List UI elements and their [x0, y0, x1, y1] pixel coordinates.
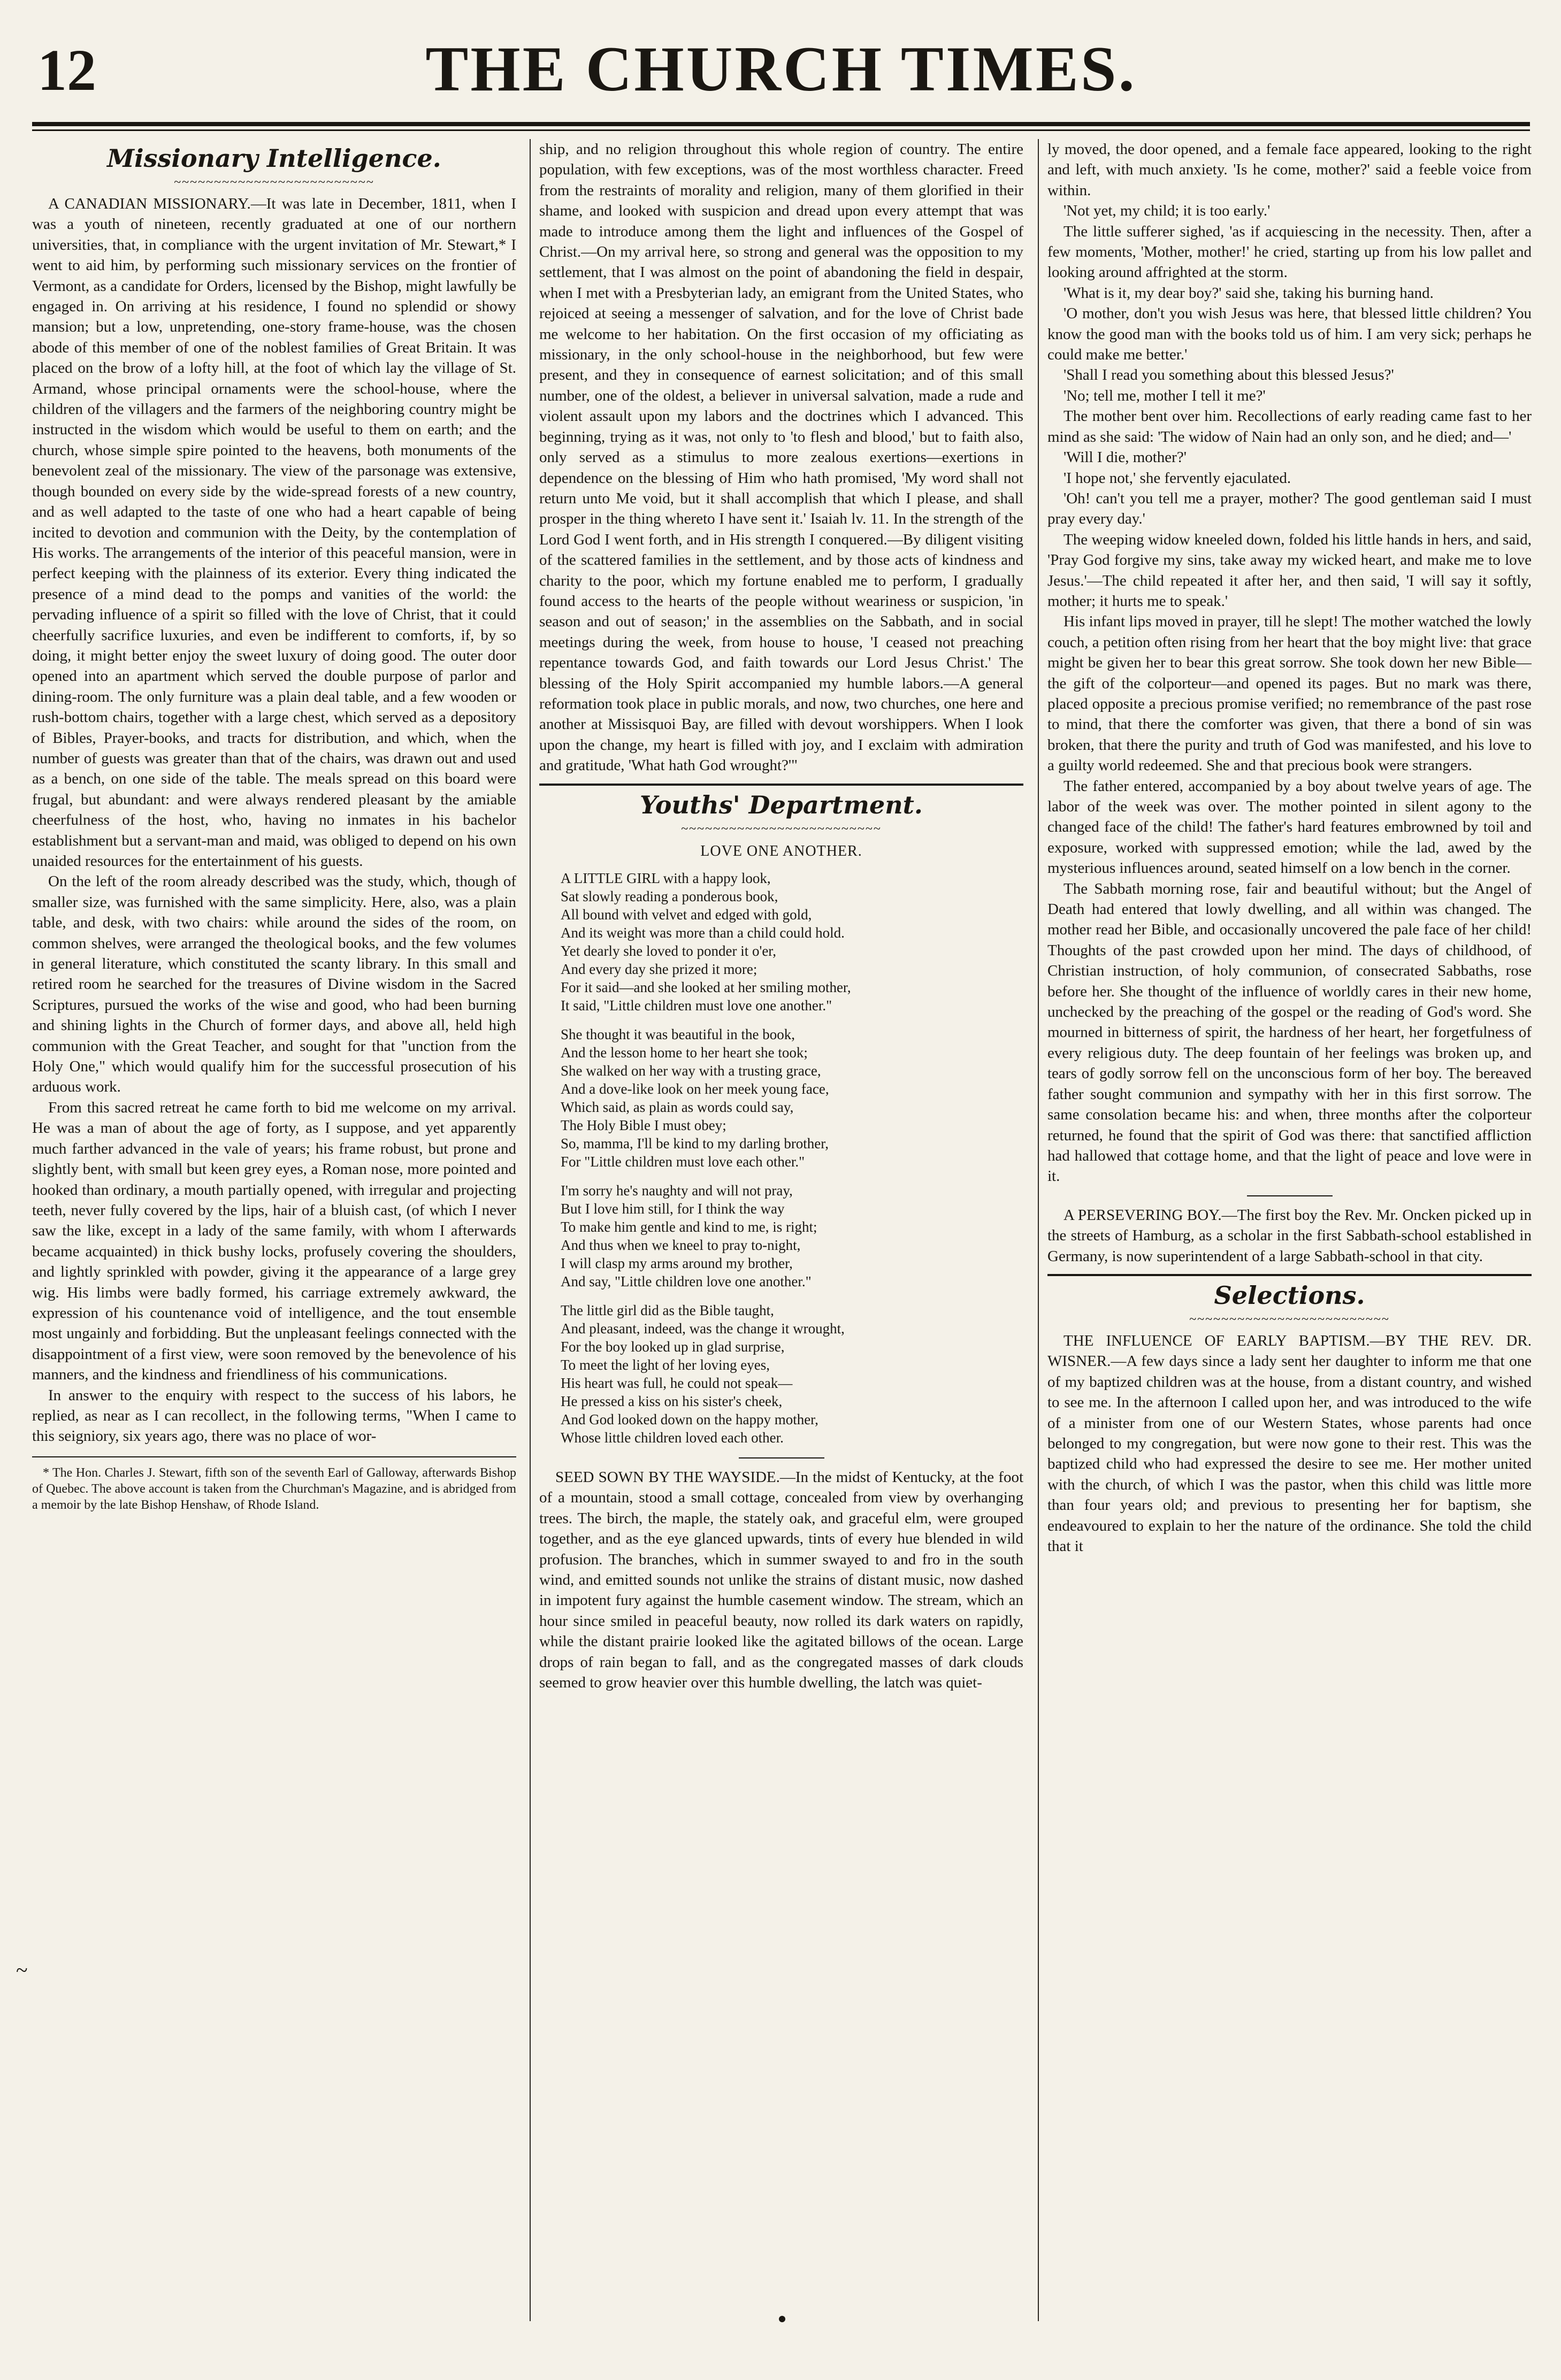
- poem-line: And pleasant, indeed, was the change it wrought,: [561, 1320, 845, 1337]
- poem-line: For "Little children must love each other.": [561, 1154, 805, 1170]
- article-paragraph: From this sacred retreat he came forth to bid me welcome on my arrival. He was a man of about the age of forty, as I suppose, and yet apparently much farther advanced in the vale of years; his frame robust, but prone and slightly bent, with small but keen grey eyes, a Roman nose, more pointed and hooked than ordinary, a mouth partially opened, with irregular and projecting teeth, never fully covered by the lips, hair of a bluish cast, (of which I never saw the like, except in a lady of the same family, with whom I afterwards became acquainted) in thick bushy locks, profusely covering the shoulders, and lightly sprinkled with powder, giving it the appearance of a large grey wig. His limbs were badly formed, his carriage extremely awkward, the expression of his countenance void of intelligence, and the tout ensemble most ungainly and forbidding. But the unpleasant feelings connected with the disappointment of a first view, were soon removed by the benevolence of his manners, and the kindness and friendliness of his communications.: [32, 1099, 516, 1384]
- section-rule: [539, 784, 1023, 786]
- header-rule-thin: [32, 129, 1530, 131]
- poem-line: He pressed a kiss on his sister's cheek,: [561, 1393, 783, 1409]
- article-paragraph: 'I hope not,' she fervently ejaculated.: [1063, 469, 1291, 487]
- poem-line: And say, "Little children love one another.": [561, 1273, 812, 1289]
- column-3: [1047, 139, 1532, 2321]
- poem-line: It said, "Little children must love one another.": [561, 997, 832, 1014]
- poem-stanza: [561, 869, 1023, 1015]
- poem-title: LOVE ONE ANOTHER.: [700, 842, 862, 859]
- article-paragraph: 'Not yet, my child; it is too early.': [1063, 202, 1271, 220]
- article-paragraph: SEED SOWN BY THE WAYSIDE.—In the midst of Kentucky, at the foot of a mountain, stood a small cottage, concealed from view by overhanging trees. The birch, the maple, the stately oak, and graceful elm, were grouped together, and as the eye glanced upwards, tints of every hue blended in wild profusion. The branches, which in summer swayed to and fro in the south wind, and emitted sounds not unlike the strains of distant music, now dashed in impotent fury against the humble casement window. The stream, which an hour since smiled in peaceful beauty, now rolled its dark waters on rapidly, while the distant prairie looked like the agitated billows of the ocean. Large drops of rain began to fall, and as the congregated masses of dark clouds seemed to grow heavier over this humble dwelling, the latch was quiet-: [539, 1469, 1023, 1692]
- poem-line: To make him gentle and kind to me, is right;: [561, 1219, 817, 1235]
- poem-line: And every day she prized it more;: [561, 961, 757, 977]
- poem-line: And God looked down on the happy mother,: [561, 1411, 818, 1427]
- section-rule: [1047, 1274, 1532, 1276]
- poem-line: For it said—and she looked at her smiling mother,: [561, 979, 851, 995]
- page-header: [32, 32, 1530, 112]
- divider: [1247, 1195, 1333, 1196]
- poem-line: And its weight was more than a child could hold.: [561, 925, 845, 941]
- article-paragraph: ship, and no religion throughout this whole region of country. The entire population, with few exceptions, was of the most worthless character. Freed from the restraints of morality and religion, many of them glorified in their shame, and looked with suspicion and dread upon every attempt that was made to introduce among them the light and influences of the Gospel of Christ.—On my arrival here, so strong and general was the opposition to my settlement, that I was almost on the point of abandoning the field in despair, when I met with a Presbyterian lady, an emigrant from the United States, who rejoiced at seeing a messenger of salvation, and for the love of Christ bade me welcome to her habitation. On the first occasion of my officiating as missionary, in the only school-house in the neighborhood, but few were present, and they in consequence of earnest solicitation; and of this small number, one of the oldest, a believer in universal salvation, made a rude and violent assault upon my labors and the doctrines which I advanced. This beginning, trying as it was, not only to 'to flesh and blood,' but to faith also, only served as a stimulus to more zealous exertions—exertions in dependence on the blessing of Him who hath promised, 'My word shall not return unto Me void, but it shall accomplish that which I please, and shall prosper in the thing whereto I have sent it.' Isaiah lv. 11. In the strength of the Lord God I went forth, and in His strength I conquered.—By diligent visiting of the scattered families in the settlement, and by those acts of kindness and charity to the poor, which my fortune enabled me to perform, I gradually found access to the hearts of the people without weariness or suspicion, 'in season and out of season;' in the assemblies on the Sabbath, and in social meetings during the week, from house to house, 'I ceased not preaching repentance towards God, and faith towards our Lord Jesus Christ.' The blessing of the Holy Spirit accompanied my humble labors.—A general reformation took place in public morals, and now, two churches, one here and another at Missisquoi Bay, are filled with devout worshippers. When I look upon the change, my heart is filled with joy, and I exclaim with admiration and gratitude, 'What hath God wrought?'": [539, 141, 1023, 774]
- poem-line: For the boy looked up in glad surprise,: [561, 1339, 785, 1355]
- footnote-text: * The Hon. Charles J. Stewart, fifth son of the seventh Earl of Galloway, afterwards Bishop of Quebec. The above account is taken from the Churchman's Magazine, and is abridged from a memoir by the late Bishop Henshaw, of Rhode Island.: [32, 1465, 516, 1512]
- article-paragraph: 'O mother, don't you wish Jesus was here, that blessed little children? You know the good man with the books told us of him. I am very sick; perhaps he could make me better.': [1047, 305, 1532, 364]
- article-paragraph: 'Shall I read you something about this blessed Jesus?': [1063, 366, 1394, 384]
- article-paragraph: The weeping widow kneeled down, folded his little hands in hers, and said, 'Pray God forgive my sins, take away my wicked heart, and make me to love Jesus.'—The child repeated it after her, and then said, 'I will say it softly, mother; it hurts me to speak.': [1047, 531, 1532, 610]
- poem-stanza: [561, 1025, 1023, 1171]
- page-dot: [779, 2316, 785, 2322]
- article-paragraph: In answer to the enquiry with respect to the success of his labors, he replied, as near as I can recollect, in the following terms, "When I came to this seigniory, six years ago, there was no place of wor-: [32, 1386, 516, 1445]
- footnote: [32, 1456, 516, 1513]
- poem-line: To meet the light of her loving eyes,: [561, 1357, 770, 1373]
- poem-line: She walked on her way with a trusting grace,: [561, 1063, 821, 1079]
- poem-line: And a dove-like look on her meek young face,: [561, 1081, 829, 1097]
- ornament-rule: ~~~~~~~~~~~~~~~~~~~~~~~~~: [681, 822, 882, 836]
- article-paragraph: On the left of the room already described was the study, which, though of smaller size, was furnished with the same simplicity. Here, also, was a plain table, and desk, with two chairs: while around the sides of the room, on common shelves, were arranged the theological books, and the few volumes in general literature, which constituted the scanty library. In this small and retired room he searched for the treasures of Divine wisdom in the Sacred Scriptures, pursued the works of the wise and good, who had been burning and shining lights in the Church of former days, and above all, held high communion with the Great Teacher, and sought for that "unction from the Holy One," which would qualify him for the successful prosecution of his arduous work.: [32, 873, 516, 1096]
- poem-line: His heart was full, he could not speak—: [561, 1375, 793, 1391]
- poem-stanza: [561, 1301, 1023, 1447]
- article-paragraph: The father entered, accompanied by a boy about twelve years of age. The labor of the week was over. The mother pointed in silent agony to the changed face of the child! The father's hard features embrowned by toil and exposure, worked with suppressed emotion; while the lad, awed by the mysterious influences around, seated himself on a low bench in the corner.: [1047, 777, 1532, 877]
- poem-line: All bound with velvet and edged with gold,: [561, 907, 812, 923]
- poem-line: Yet dearly she loved to ponder it o'er,: [561, 943, 776, 959]
- article-paragraph: 'Will I die, mother?': [1063, 449, 1187, 466]
- article-paragraph: The mother bent over him. Recollections of early reading came fast to her mind as she said: 'The widow of Nain had an only son, and he died; and—': [1047, 408, 1532, 446]
- poem-stanza: [561, 1181, 1023, 1291]
- poem-line: I will clasp my arms around my brother,: [561, 1255, 793, 1271]
- article-paragraph: THE INFLUENCE OF EARLY BAPTISM.—BY THE REV. DR. WISNER.—A few days since a lady sent her daughter to inform me that one of my baptized children was at the house, from a distant country, and wished to see me. In the afternoon I called upon her, and was introduced to the wife of a minister from one of our Western States, whose parents had once belonged to my congregation, but were now gone to their rest. This was the baptized child who had expressed the desire to see me. Her mother united with the church, of which I was the pastor, when this child was little more than four years old; and previous to presenting her for baptism, she endeavoured to explain to her the nature of the ordinance. She told the child that it: [1047, 1332, 1532, 1555]
- poem-line: And the lesson home to her heart she took;: [561, 1045, 808, 1061]
- poem-line: She thought it was beautiful in the book,: [561, 1026, 795, 1042]
- header-rule: [32, 122, 1530, 126]
- article-paragraph: ly moved, the door opened, and a female face appeared, looking to the right and left, with much anxiety. 'Is he come, mother?' said a feeble voice from within.: [1047, 141, 1532, 199]
- article-paragraph: A CANADIAN MISSIONARY.—It was late in December, 1811, when I was a youth of nineteen, recently graduated at one of our northern universities, that, in compliance with the urgent invitation of Mr. Stewart,* I went to aid him, by performing such missionary services on the frontier of Vermont, as a candidate for Orders, licensed by the Bishop, might lawfully be engaged in. On arriving at his residence, I found no splendid or showy mansion; but a low, unpretending, one-story frame-house, was the chosen abode of this member of one of the noblest families of Great Britain. It was placed on the brow of a lofty hill, at the foot of which lay the village of St. Armand, whose principal ornaments were the school-house, where the children of the villagers and the farmers of the neighboring country might be instructed in the wisdom which would be useful to them on earth; and the church, whose simple spire pointed to the heavens, both monuments of the benevolent zeal of the missionary. The view of the parsonage was extensive, though bounded on every side by the wide-spread forests of a new country, and as well adapted to the taste of one who had a heart capable of being incited to devotion and communion with the Deity, by the contemplation of His works. The arrangements of the interior of this peaceful mansion, were in perfect keeping with the plainness of its exterior. Every thing indicated the presence of a mind dead to the pomps and vanities of the world: the pervading influence of a spirit so filled with the love of Christ, that it could cheerfully sacrifice luxuries, and even be indifferent to comforts, if, by so doing, it might better enjoy the sweet luxury of doing good. The outer door opened into an apartment which served the double purpose of parlor and dining-room. The only furniture was a plain deal table, and a few wooden or rush-bottom chairs, together with a large chest, which served as a depository of Bibles, Prayer-books, and tracts for distribution, and which, when the number of guests was greater than that of the chairs, was drawn out and used as a bench, on one side of the table. The meals spread on this board were frugal, but abundant: and were always rendered pleasant by the amiable cheerfulness of the host, who, having no inmates in his bachelor establishment but a servant-man and maid, was obliged to depend on his own unaided resources for the entertainment of his guests.: [32, 195, 516, 870]
- article-paragraph: 'Oh! can't you tell me a prayer, mother? The good gentleman said I must pray every day.': [1047, 489, 1532, 528]
- poem-line: Whose little children loved each other.: [561, 1430, 784, 1446]
- margin-pencil-mark: ~: [16, 1958, 28, 1982]
- article-paragraph: 'What is it, my dear boy?' said she, taking his burning hand.: [1063, 284, 1434, 302]
- poem-line: The Holy Bible I must obey;: [561, 1117, 726, 1133]
- poem-line: A LITTLE GIRL with a happy look,: [561, 870, 771, 886]
- poem-line: I'm sorry he's naughty and will not pray,: [561, 1183, 793, 1199]
- masthead-title: THE CHURCH TIMES.: [425, 33, 1137, 104]
- article-paragraph: His infant lips moved in prayer, till he slept! The mother watched the lowly couch, a petition often rising from her heart that the boy might live: that grace might be given her to bear this great sorrow. She took down her new Bible—the gift of the colporteur—and opened its pages. But no mark was there, placed opposite a precious promise verified; no remembrance of the past rose to mind, that there the comforter was given, that there a bond of sin was broken, that there the purity and truth of God was manifested, and his love to a guilty world redeemed. She and that precious book were strangers.: [1047, 613, 1532, 774]
- column-1: [32, 139, 516, 2321]
- poem-line: But I love him still, for I think the way: [561, 1201, 785, 1217]
- article-paragraph: 'No; tell me, mother I tell it me?': [1063, 387, 1266, 404]
- ornament-rule: ~~~~~~~~~~~~~~~~~~~~~~~~~: [174, 175, 374, 189]
- article-paragraph: A PERSEVERING BOY.—The first boy the Rev. Mr. Oncken picked up in the streets of Hamburg, as a scholar in the first Sabbath-school established in Germany, is now superintendent of a large Sabbath-school in that city.: [1047, 1206, 1532, 1265]
- section-title-selections: Selections.: [1214, 1280, 1365, 1310]
- divider: [739, 1457, 824, 1458]
- column-divider: [530, 139, 531, 2321]
- section-title-missionary: Missionary Intelligence.: [107, 144, 441, 173]
- poem-line: Which said, as plain as words could say,: [561, 1099, 794, 1115]
- column-2: [539, 139, 1023, 2321]
- article-paragraph: The little sufferer sighed, 'as if acquiescing in the necessity. Then, after a few moments, 'Mother, mother!' he cried, starting up from his low pallet and looking around affrighted at the storm.: [1047, 222, 1532, 281]
- column-divider: [1038, 139, 1039, 2321]
- poem-line: So, mamma, I'll be kind to my darling brother,: [561, 1135, 829, 1151]
- ornament-rule: ~~~~~~~~~~~~~~~~~~~~~~~~~: [1189, 1312, 1390, 1326]
- poem-line: Sat slowly reading a ponderous book,: [561, 888, 778, 904]
- section-title-youths: Youths' Department.: [640, 790, 923, 819]
- poem-line: The little girl did as the Bible taught,: [561, 1302, 774, 1318]
- article-paragraph: The Sabbath morning rose, fair and beautiful without; but the Angel of Death had entered that lowly dwelling, and all within was changed. The mother read her Bible, and occasionally uncovered the pale face of her child! Thoughts of the past crowded upon her mind. The days of childhood, of Christian instruction, of holy communion, of consecrated Sabbaths, rose before her. She thought of the influence of worldly cares in their new home, unchecked by the preaching of the gospel or the reading of God's word. She mourned in bitterness of spirit, the hardness of her heart, her forgetfulness of every religious duty. The deep fountain of her feelings was broken up, and tears of godly sorrow fell on the unconscious form of her boy. The bereaved father sought communion and sympathy with her in this first sorrow. The same consolation became his: and when, three months after the colporteur returned, he found that the spirit of God was there: that sanctified affliction had hallowed that cottage home, and that the light of peace and love were in it.: [1047, 880, 1532, 1185]
- poem-line: And thus when we kneel to pray to-night,: [561, 1237, 801, 1253]
- page-number: 12: [37, 37, 96, 103]
